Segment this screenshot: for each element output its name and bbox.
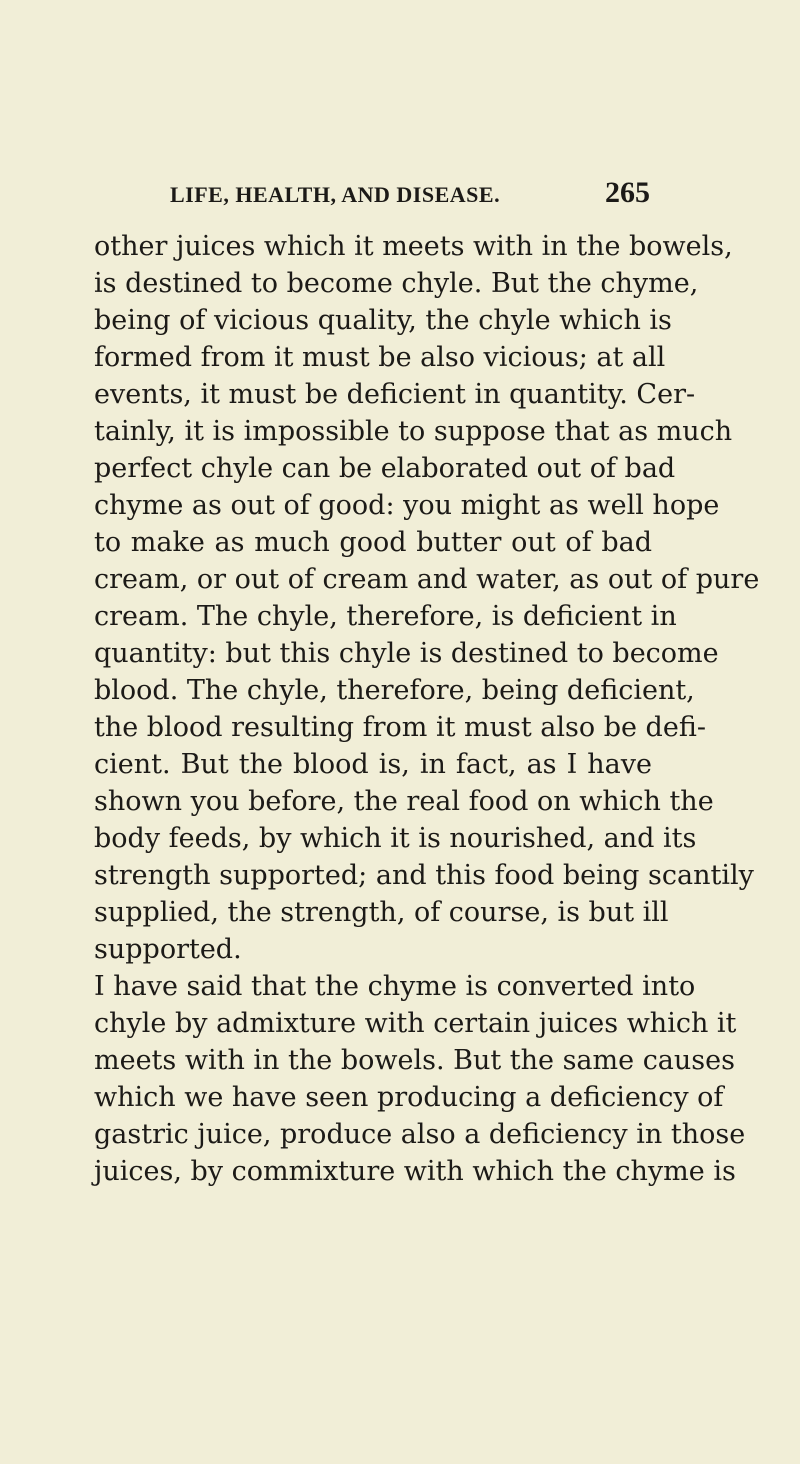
text-line: gastric juice, produce also a deficiency in those [94,1119,746,1150]
text-line: the blood resulting from it must also be defi- [94,712,706,743]
running-head-title: LIFE, HEALTH, AND DISEASE. [170,182,501,207]
text-line: shown you before, the real food on which the [94,786,714,817]
text-line: strength supported; and this food being scantily [94,860,754,891]
text-line: supplied, the strength, of course, is but ill [94,897,669,928]
page-number: 265 [605,176,650,209]
text-line: cient. But the blood is, in fact, as I have [94,749,652,780]
text-line: supported. [94,934,242,965]
text-line: events, it must be deficient in quantity. Cer- [94,379,696,410]
text-line: body feeds, by which it is nourished, and its [94,823,697,854]
text-line: cream, or out of cream and water, as out of pure [94,564,760,595]
running-head [170,176,650,208]
text-line: meets with in the bowels. But the same causes [94,1045,735,1076]
text-line: I have said that the chyme is converted into [94,971,696,1002]
text-line: chyle by admixture with certain juices which it [94,1008,737,1039]
text-line: which we have seen producing a deficiency of [94,1082,724,1113]
text-line: being of vicious quality, the chyle which is [94,305,672,336]
text-line: juices, by commixture with which the chyme is [94,1156,736,1187]
text-line: perfect chyle can be elaborated out of bad [94,453,676,484]
text-line: quantity: but this chyle is destined to become [94,638,719,669]
text-line: formed from it must be also vicious; at all [94,342,666,373]
text-line: is destined to become chyle. But the chyme, [94,268,699,299]
body-text [94,228,760,1190]
text-line: blood. The chyle, therefore, being deficient, [94,675,695,706]
text-line: cream. The chyle, therefore, is deficient in [94,601,677,632]
text-line: other juices which it meets with in the bowels, [94,231,733,262]
text-line: chyme as out of good: you might as well hope [94,490,720,521]
text-line: tainly, it is impossible to suppose that as much [94,416,733,447]
text-line: to make as much good butter out of bad [94,527,652,558]
